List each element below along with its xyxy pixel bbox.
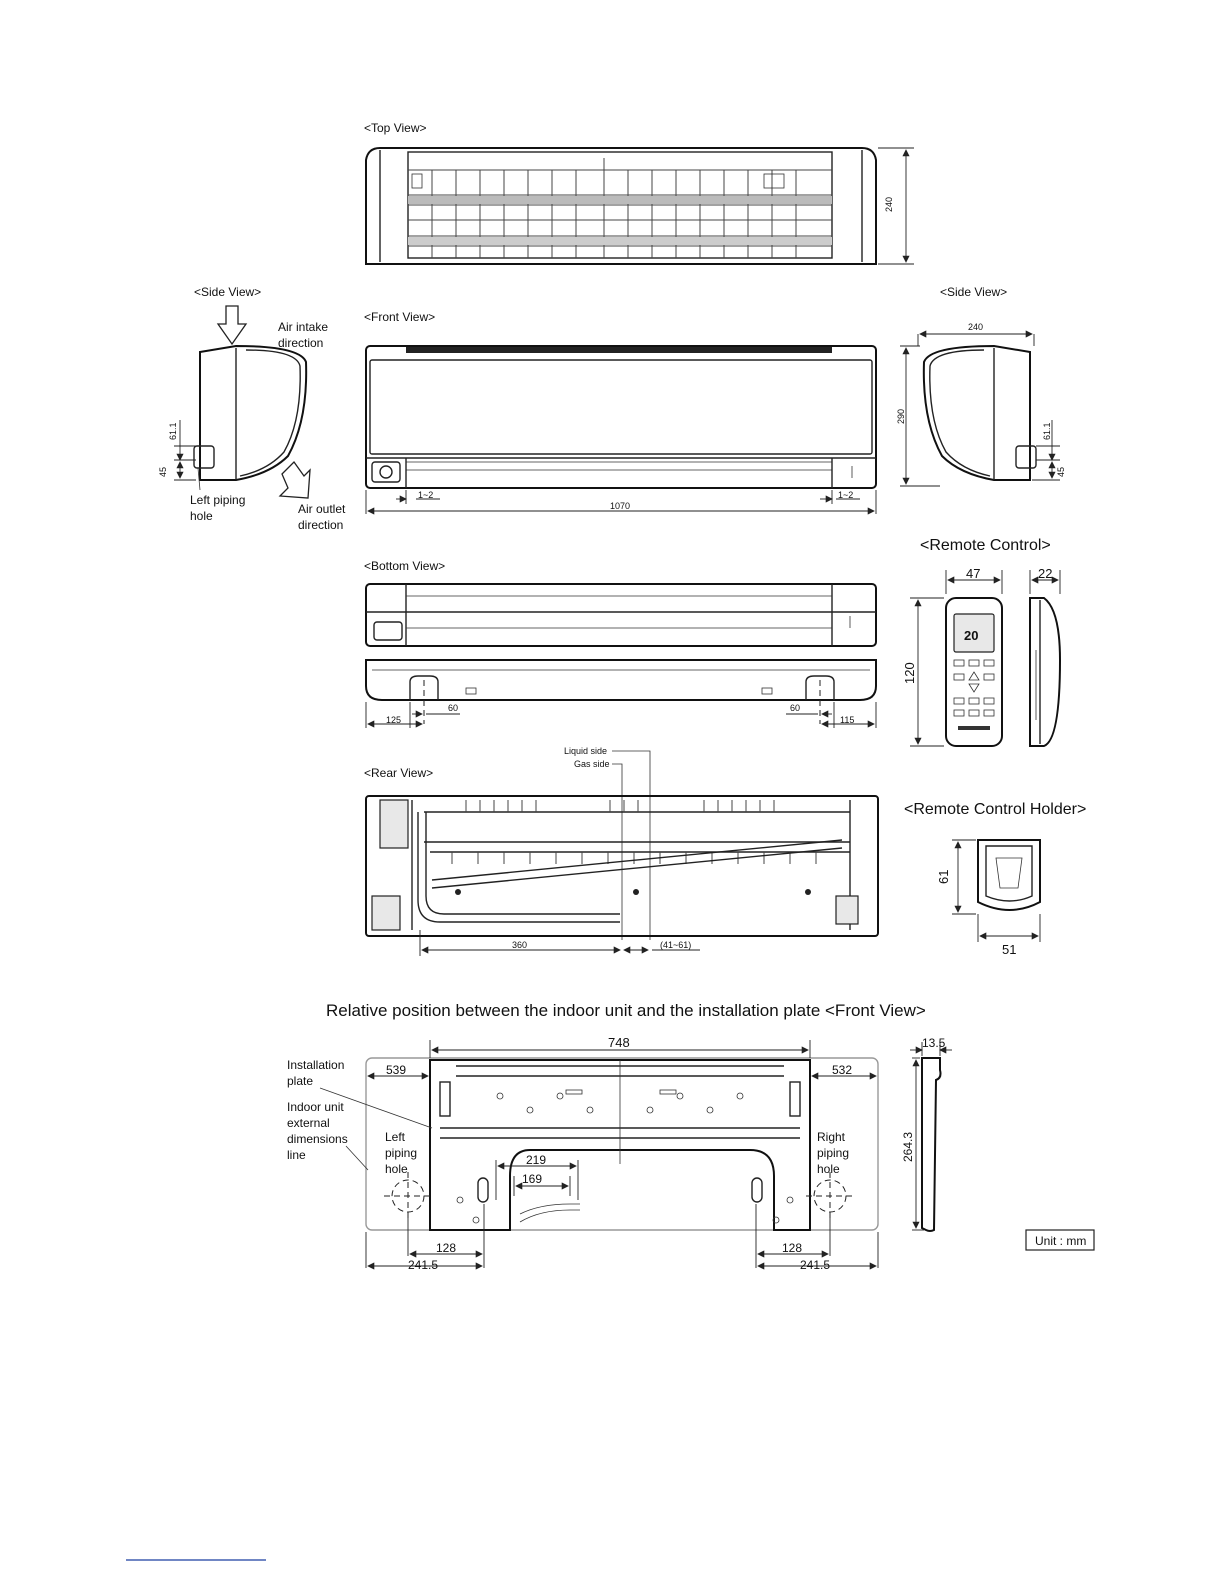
- dim-right-61: 61.1: [1042, 422, 1052, 440]
- dim-plate-128-left: 128: [436, 1241, 457, 1255]
- remote-control-title: <Remote Control>: [920, 537, 1051, 554]
- air-intake-label-2: direction: [278, 336, 324, 350]
- gas-side-label: Gas side: [574, 759, 610, 769]
- rear-view-fins: [452, 800, 816, 864]
- indoor-unit-line-label-4: line: [287, 1148, 306, 1162]
- dim-bottom-125: 125: [386, 715, 402, 725]
- dim-plate-748: 748: [608, 1035, 630, 1050]
- dim-front-gap-right: 1~2: [838, 490, 854, 500]
- left-side-view-title: <Side View>: [194, 285, 262, 299]
- dim-plate-241-left: 241.5: [408, 1258, 439, 1272]
- rear-view-title: <Rear View>: [364, 766, 434, 780]
- remote-holder-title: <Remote Control Holder>: [904, 801, 1087, 818]
- right-piping-hole-label-1: Right: [817, 1130, 846, 1144]
- top-view-title: <Top View>: [364, 121, 427, 135]
- right-side-view: [896, 285, 1066, 486]
- dim-right-240: 240: [968, 322, 984, 332]
- top-view-grille: [408, 158, 832, 258]
- right-piping-hole-label-2: piping: [817, 1146, 850, 1160]
- dim-plate-169: 169: [522, 1172, 543, 1186]
- installation-plate-section: [287, 1001, 1094, 1272]
- dim-plate-128-right: 128: [782, 1241, 803, 1255]
- dim-plate-219: 219: [526, 1153, 547, 1167]
- indoor-unit-line-label-2: external: [287, 1116, 330, 1130]
- air-intake-label-1: Air intake: [278, 320, 329, 334]
- indoor-unit-line-label-1: Indoor unit: [287, 1100, 344, 1114]
- dim-holder-51: 51: [1002, 942, 1017, 957]
- dim-front-gap-left: 1~2: [418, 490, 434, 500]
- air-outlet-label-2: direction: [298, 518, 344, 532]
- left-piping-hole-label-3: hole: [385, 1162, 408, 1176]
- installation-plate-label-1: Installation: [287, 1058, 345, 1072]
- left-piping-hole-label-1: Left: [385, 1130, 406, 1144]
- left-piping-hole-label-2: piping: [385, 1146, 418, 1160]
- air-outlet-arrow-icon: [280, 462, 310, 498]
- right-piping-hole-label-3: hole: [817, 1162, 840, 1176]
- remote-display: 20: [964, 628, 979, 643]
- dim-right-290: 290: [896, 408, 906, 424]
- dim-left-61: 61.1: [168, 422, 178, 440]
- dim-remote-120: 120: [902, 662, 917, 684]
- liquid-side-label: Liquid side: [564, 746, 608, 756]
- right-side-view-title: <Side View>: [940, 285, 1008, 299]
- dim-bottom-60-right: 60: [790, 703, 801, 713]
- indoor-unit-outline: [366, 1058, 878, 1230]
- air-outlet-label-1: Air outlet: [298, 502, 346, 516]
- bottom-view-title: <Bottom View>: [364, 559, 446, 573]
- dim-left-45: 45: [158, 466, 168, 477]
- dim-rear-41-61: (41~61): [660, 940, 692, 950]
- dim-remote-47: 47: [966, 566, 981, 581]
- bottom-view: [364, 559, 876, 728]
- unit-label: Unit : mm: [1035, 1234, 1087, 1248]
- left-piping-label-2: hole: [190, 509, 213, 523]
- top-view: [364, 121, 914, 264]
- remote-control-holder: [904, 801, 1086, 957]
- remote-control: [902, 537, 1060, 746]
- dim-plate-539: 539: [386, 1063, 407, 1077]
- dim-plate-264-3: 264.3: [901, 1131, 915, 1162]
- dim-holder-61: 61: [936, 869, 951, 884]
- front-view: [364, 310, 876, 514]
- dim-top-240: 240: [884, 196, 894, 212]
- dim-plate-241-right: 241.5: [800, 1258, 831, 1272]
- dim-plate-532: 532: [832, 1063, 853, 1077]
- remote-buttons: [954, 660, 994, 730]
- rear-view: [364, 746, 878, 956]
- dim-remote-22: 22: [1038, 566, 1053, 581]
- plate-section-title: Relative position between the indoor unit and the installation plate <Front View>: [326, 1001, 926, 1020]
- dim-plate-13-5: 13.5: [922, 1036, 946, 1050]
- installation-plate-label-2: plate: [287, 1074, 314, 1088]
- dim-rear-360: 360: [512, 940, 528, 950]
- dim-bottom-60-left: 60: [448, 703, 459, 713]
- left-piping-label-1: Left piping: [190, 493, 246, 507]
- dim-right-45: 45: [1056, 466, 1066, 477]
- air-intake-arrow-icon: [218, 306, 246, 344]
- left-side-view: [158, 285, 346, 532]
- indoor-unit-line-label-3: dimensions: [287, 1132, 348, 1146]
- dim-front-1070: 1070: [610, 501, 631, 511]
- dim-bottom-115: 115: [840, 715, 855, 725]
- front-view-title: <Front View>: [364, 310, 436, 324]
